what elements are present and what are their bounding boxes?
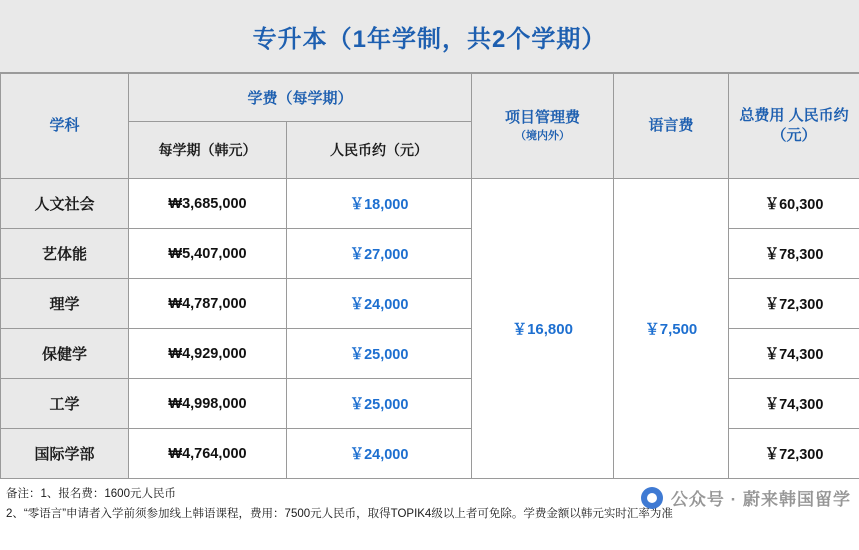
row-tuition-cny: ￥27,000	[287, 229, 472, 279]
table-header-row-1	[1, 74, 859, 122]
document-title-bar	[0, 0, 859, 73]
table-row	[1, 379, 859, 429]
row-total-fee: ￥72,300	[729, 279, 859, 329]
row-total-fee: ￥72,300	[729, 429, 859, 479]
table-row	[1, 279, 859, 329]
row-subject: 工学	[1, 379, 129, 429]
row-tuition-krw: ₩3,685,000	[129, 179, 287, 229]
header-language-fee: 语言费	[614, 74, 729, 179]
table-row	[1, 429, 859, 479]
header-total-fee-sub: 人民币约（元）	[771, 106, 849, 144]
fee-table	[0, 73, 859, 479]
header-total-fee	[729, 74, 859, 179]
row-subject: 理学	[1, 279, 129, 329]
row-tuition-krw: ₩5,407,000	[129, 229, 287, 279]
watermark	[641, 485, 851, 510]
row-tuition-krw: ₩4,998,000	[129, 379, 287, 429]
row-total-fee: ￥60,300	[729, 179, 859, 229]
row-subject: 国际学部	[1, 429, 129, 479]
note-line-1: 备注：1、报名费：1600元人民币	[6, 488, 176, 500]
row-total-fee: ￥74,300	[729, 329, 859, 379]
table-row	[1, 329, 859, 379]
header-management-fee-sub: （境内外）	[515, 129, 571, 142]
row-tuition-cny: ￥24,000	[287, 429, 472, 479]
row-total-fee: ￥78,300	[729, 229, 859, 279]
wechat-logo-icon	[641, 487, 663, 509]
row-total-fee: ￥74,300	[729, 379, 859, 429]
header-management-fee	[472, 74, 614, 179]
table-row	[1, 179, 859, 229]
header-tuition-group: 学费（每学期）	[129, 74, 472, 122]
row-tuition-cny: ￥18,000	[287, 179, 472, 229]
row-tuition-krw: ₩4,764,000	[129, 429, 287, 479]
watermark-text: 公众号 · 蔚来韩国留学	[670, 490, 851, 509]
row-tuition-cny: ￥25,000	[287, 329, 472, 379]
header-tuition-cny: 人民币约（元）	[287, 122, 472, 179]
header-subject: 学科	[1, 74, 129, 179]
row-tuition-krw: ₩4,929,000	[129, 329, 287, 379]
row-tuition-cny: ￥25,000	[287, 379, 472, 429]
page-title: 专升本（1年学制，共2个学期）	[252, 25, 607, 53]
row-subject: 人文社会	[1, 179, 129, 229]
note-line-2: 2、“零语言”申请者入学前须参加线上韩语课程，费用：7500元人民币，取得TOPIK4级以上者可免除。学费金额以韩元实时汇率为准	[6, 508, 673, 521]
header-management-fee-label: 项目管理费	[505, 109, 581, 127]
table-row	[1, 229, 859, 279]
management-fee-value: ￥16,800	[472, 179, 614, 479]
row-subject: 保健学	[1, 329, 129, 379]
row-tuition-cny: ￥24,000	[287, 279, 472, 329]
header-tuition-krw: 每学期（韩元）	[129, 122, 287, 179]
row-subject: 艺体能	[1, 229, 129, 279]
header-total-fee-label: 总费用	[739, 106, 785, 124]
language-fee-value: ￥7,500	[614, 179, 729, 479]
row-tuition-krw: ₩4,787,000	[129, 279, 287, 329]
